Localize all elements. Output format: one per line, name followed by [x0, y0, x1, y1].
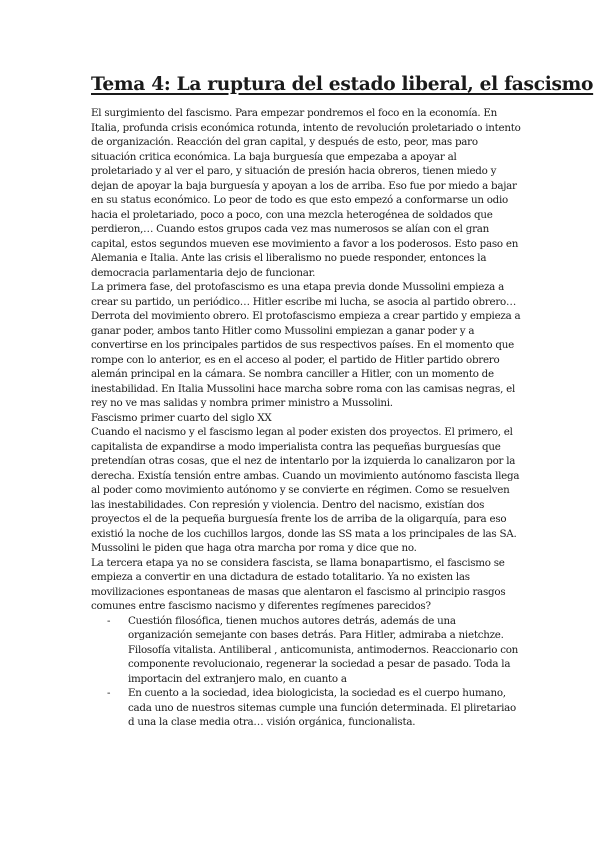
paragraph-third-stage: La tercera etapa ya no se considera fascista, se llama bonapartismo, el fascismo se empieza a convertir en una dictadura de estado totalitario. Ya no existen las movilizaciones espontaneas de masas que alentaron el fascismo al principio rasgos comunes entre fascismo nacismo y diferentes regímenes parecidos? — [91, 556, 506, 612]
list-item-text: En cuento a la sociedad, idea biologicista, la sociedad es el cuerpo humano, cada uno de nuestros sitemas cumple una función determinada. El pliretariao d una la clase media otra… visión orgánica, funcionalista. — [128, 687, 516, 728]
list-item — [91, 686, 521, 730]
list-bullet: - — [107, 687, 111, 699]
document-body — [91, 106, 521, 730]
paragraph-origins: El surgimiento del fascismo. Para empezar pondremos el foco en la economía. En Italia, profunda crisis económica rotunda, intento de revolución proletariado o intento de organización. Reacción del gran capital, y después de esto, peor, mas paro situación critica económica. La baja burguesía que empezaba a apoyar al proletariado y al ver el paro, y situación de presión hacia obreros, tienen miedo y dejan de apoyar la baja burguesía y apoyan a los de arriba. Eso fue por miedo a bajar en su status económico. Lo peor de todo es que esto empezó a conformarse un odio hacia el proletariado, poco a poco, con una mezcla heterogénea de soldados que perdieron,… Cuando estos grupos cada vez mas numerosos se alían con el gran capital, estos segundos mueven ese movimiento a favor a los poderosos. Esto paso en Alemania e Italia. Ante las crisis el liberalismo no puede responder, entonces la democracia parlamentaria dejo de funcionar. — [91, 107, 521, 279]
paragraph-first-phase: La primera fase, del protofascismo es una etapa previa donde Mussolini empieza a crear su partido, un periódico… Hitler escribe mi lucha, se asocia al partido obrero… — [91, 281, 517, 308]
list-item — [91, 614, 521, 687]
paragraph-workers-defeat: Derrota del movimiento obrero. El protofascismo empieza a crear partido y empieza a ganar poder, ambos tanto Hitler como Mussolini empiezan a ganar poder y a convertirse en los principales partidos de sus respectivos países. En el momento que rompe con lo anterior, es en el acceso al poder, el partido de Hitler partido obrero alemán principal en la cámara. Se nombra canciller a Hitler, con un momento de inestabilidad. En Italia Mussolini hace marcha sobre roma con las camisas negras, el rey no ve mas salidas y nombra primer ministro a Mussolini. — [91, 310, 521, 409]
list-item-text: Cuestión filosófica, tienen muchos autores detrás, además de una organización semejante con bases detrás. Para Hitler, admiraba a nietchze. Filosofía vitalista. Antiliberal , anticomunista, antimodernos. Reaccionario con componente revolucionaio, regenerar la sociedad a pesar de pasado. Toda la importacin del extranjero malo, en cuanto a — [128, 614, 519, 685]
paragraph-period-heading: Fascismo primer cuarto del siglo XX — [91, 411, 272, 424]
paragraph-two-projects: Cuando el nacismo y el fascismo legan al poder existen dos proyectos. El primero, el capitalista de expandirse a modo imperialista contra las pequeñas burguesías que pretendían otras cosas, que el nez de intentarlo por la izquierda lo canalizaron por la derecha. Existía tensión entre ambas. Cuando un movimiento autónomo fascista llega al poder como movimiento autónomo y se convierte en régimen. Como se resuelven las inestabilidades. Con represión y violencia. Dentro del nacismo, existían dos proyectos el de la pequeña burguesía frente los de arriba de la oligarquía, para eso existió la noche de los cuchillos largos, donde las SS mata a los principales de las SA. Mussolini le piden que haga otra marcha por roma y dice que no. — [91, 426, 520, 554]
traits-list — [91, 614, 521, 730]
page-title: Tema 4: La ruptura del estado liberal, el fascismo — [91, 74, 594, 95]
list-bullet: - — [107, 614, 111, 627]
